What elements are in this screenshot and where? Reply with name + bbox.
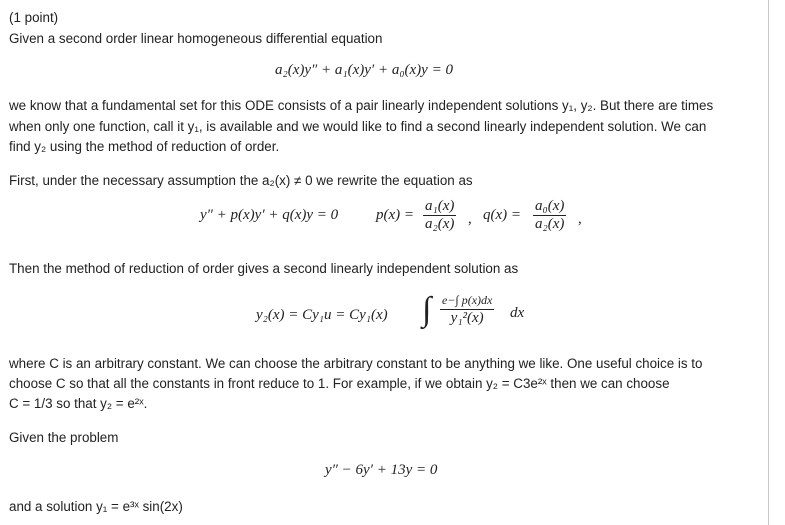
- p-numerator: a₁(x): [425, 198, 455, 214]
- q-label: q(x) =: [483, 207, 522, 223]
- reduction-fraction: [440, 292, 494, 327]
- p-label: p(x) =: [376, 207, 415, 223]
- comma: ,: [468, 211, 472, 227]
- first-line: First, under the necessary assumption the a₂(x) ≠ 0 we rewrite the equation as: [9, 173, 473, 188]
- para2-line3: C = 1/3 so that y₂ = e²ˣ.: [9, 396, 148, 411]
- para1-line1: we know that a fundamental set for this ODE consists of a pair linearly independent solutions y₁, y₂. But there are times: [9, 98, 714, 113]
- integral-sign: ∫: [422, 291, 432, 328]
- intro-text: Given a second order linear homogeneous differential equation: [9, 31, 383, 46]
- para2-line1: where C is an arbitrary constant. We can choose the arbitrary constant to be anything we like. One useful choice is to: [9, 356, 703, 371]
- dx-label: dx: [510, 305, 525, 321]
- p-denominator: a₂(x): [425, 216, 455, 232]
- standard-form-lhs: y″ + p(x)y′ + q(x)y = 0: [200, 207, 339, 223]
- problem-equation: y″ − 6y′ + 13y = 0: [325, 462, 438, 478]
- reduction-lhs: y₂(x) = Cy₁u = Cy₁(x): [256, 307, 388, 323]
- para1-line2: when only one function, call it y₁, is available and we would like to find a second linearly independent solution. We can: [9, 119, 707, 134]
- q-numerator: a₀(x): [535, 198, 565, 214]
- p-fraction: [423, 198, 456, 233]
- q-denominator: a₂(x): [535, 216, 565, 232]
- para2-line2: choose C so that all the constants in front reduce to 1. For example, if we obtain y₂ = C3e²ˣ then we can choose: [9, 376, 670, 391]
- reduction-denominator: y₁²(x): [450, 310, 484, 326]
- para1-line3: find y₂ using the method of reduction of order.: [9, 139, 280, 154]
- reduction-numerator: e−∫ p(x)dx: [442, 293, 493, 307]
- then-line: Then the method of reduction of order gives a second linearly independent solution as: [9, 261, 519, 276]
- general-equation: a₂(x)y″ + a₁(x)y′ + a₀(x)y = 0: [275, 62, 453, 78]
- given-problem-text: Given the problem: [9, 430, 119, 445]
- q-fraction: [533, 198, 566, 233]
- comma: ,: [578, 211, 582, 227]
- solution-line: and a solution y₁ = e³ˣ sin(2x): [9, 499, 183, 514]
- points-label: (1 point): [9, 10, 59, 25]
